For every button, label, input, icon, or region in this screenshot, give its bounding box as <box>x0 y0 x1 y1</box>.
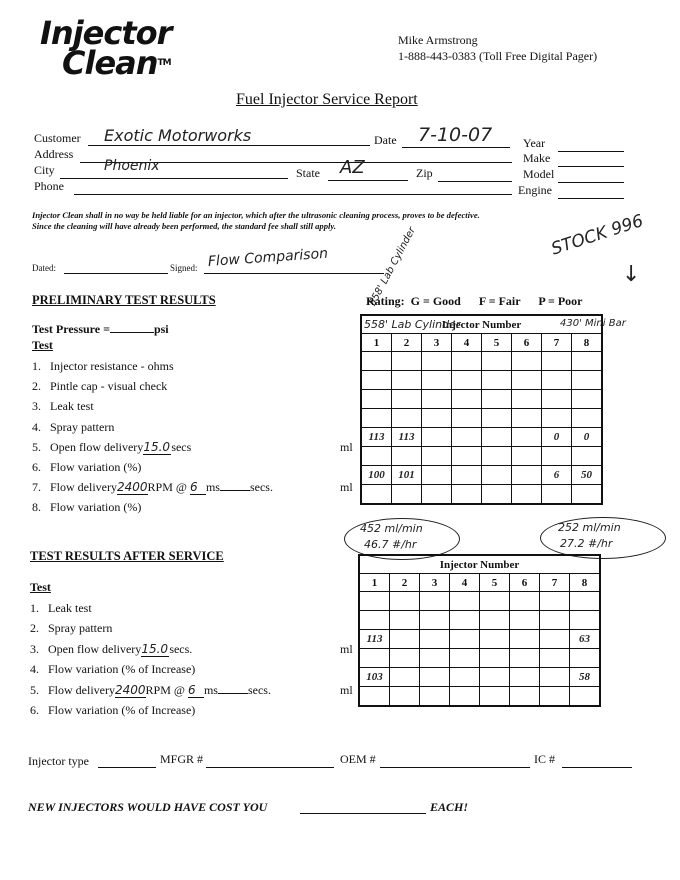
test-item-number: 1. <box>32 359 41 373</box>
table-cell <box>359 687 390 707</box>
test-item-number: 2. <box>32 379 41 394</box>
test-item-text: Injector resistance - ohms <box>50 359 174 373</box>
test-item-text: ms <box>205 480 220 495</box>
table-cell <box>392 371 422 390</box>
table-cell: 50 <box>572 466 603 485</box>
address-label: Address <box>34 147 74 161</box>
table-cell: 0 <box>542 428 572 447</box>
table-cell <box>480 668 510 687</box>
rating-legend: Rating: G = Good F = Fair P = Poor <box>366 294 583 308</box>
table-cell <box>510 668 540 687</box>
table-cell <box>450 649 480 668</box>
state-label: State <box>296 166 320 180</box>
test-item-unit: ml <box>340 641 353 656</box>
table-cell <box>420 687 450 707</box>
table-cell <box>420 592 450 611</box>
contact-block <box>398 32 597 64</box>
table-cell <box>361 485 392 505</box>
preliminary-table <box>360 314 603 505</box>
test-item-number: 6. <box>30 703 39 717</box>
preliminary-heading: PRELIMINARY TEST RESULTS <box>32 293 216 307</box>
table-cell <box>570 611 601 630</box>
brand-line2: Clean <box>62 44 158 82</box>
disclaimer-line1: Injector Clean shall in no way be held liable for an injector, which after the ultrasonic cleaning process, proves to be defective. <box>32 210 480 220</box>
table-cell <box>510 611 540 630</box>
brand-line1: Injector <box>40 14 172 52</box>
table-cell <box>482 428 512 447</box>
table-row <box>359 649 600 668</box>
table-cell: 113 <box>392 428 422 447</box>
table-cell <box>482 390 512 409</box>
table-cell <box>420 611 450 630</box>
table-cell <box>452 390 482 409</box>
table-cell <box>390 668 420 687</box>
after-table-cols <box>359 574 600 592</box>
phone-label: Phone <box>34 179 64 193</box>
table-cell <box>570 649 601 668</box>
table-cell: 63 <box>570 630 601 649</box>
injector-col-header: 1 <box>361 334 392 352</box>
table-cell: 101 <box>392 466 422 485</box>
table-cell: 103 <box>359 668 390 687</box>
table-cell <box>480 630 510 649</box>
test-item-number: 4. <box>30 662 39 677</box>
injector-col-header: 8 <box>572 334 603 352</box>
table-cell <box>422 409 452 428</box>
table-cell: 0 <box>572 428 603 447</box>
state-value: AZ <box>340 157 365 178</box>
table-cell <box>540 687 570 707</box>
table-cell <box>572 485 603 505</box>
table-cell <box>361 371 392 390</box>
dated-label: Dated: <box>32 263 56 273</box>
test-item <box>32 480 353 495</box>
cost-post: EACH! <box>430 800 469 814</box>
injector-col-header: 7 <box>542 334 572 352</box>
table-cell: 100 <box>361 466 392 485</box>
right-header-note: 430' Mini Bar <box>560 318 626 329</box>
engine-label: Engine <box>518 183 552 197</box>
test-item-text: secs. <box>169 641 193 656</box>
table-cell <box>572 371 603 390</box>
test-item-text: Pintle cap - visual check <box>50 379 168 394</box>
test-item-handwritten: 6 <box>188 683 204 698</box>
table-row <box>361 352 602 371</box>
table-cell <box>570 592 601 611</box>
test-item-handwritten: 2400 <box>115 682 146 697</box>
table-cell <box>540 668 570 687</box>
oem-line <box>380 753 530 768</box>
test-item <box>30 641 353 657</box>
test-item-text: Leak test <box>50 399 94 414</box>
test-pressure <box>32 322 169 337</box>
table-cell <box>450 687 480 707</box>
test-item-text: Flow variation (%) <box>50 460 142 474</box>
date-label: Date <box>374 133 397 147</box>
test-item <box>32 379 167 394</box>
table-cell <box>512 390 542 409</box>
test-item-text: RPM @ <box>145 682 185 697</box>
injector-col-header: 3 <box>422 334 452 352</box>
date-value: 7-10-07 <box>418 124 493 146</box>
table-cell <box>392 352 422 371</box>
test-item-number: 3. <box>30 641 39 656</box>
city-line <box>60 164 288 179</box>
injector-col-header: 2 <box>390 574 420 592</box>
test-item-text: Flow delivery <box>50 480 117 495</box>
table-cell: 58 <box>570 668 601 687</box>
table-cell <box>361 447 392 466</box>
table-cell <box>572 409 603 428</box>
table-row <box>359 592 600 611</box>
test-item <box>32 500 141 515</box>
right-note-line2: 27.2 #/hr <box>560 537 613 550</box>
table-row <box>361 371 602 390</box>
report-title: Fuel Injector Service Report <box>236 91 418 108</box>
table-cell <box>390 611 420 630</box>
test-item-text: secs. <box>249 480 273 495</box>
test-item-text: Open flow delivery <box>48 641 142 656</box>
injector-type-line <box>98 753 156 768</box>
injector-col-header: 5 <box>482 334 512 352</box>
table-row <box>361 390 602 409</box>
test-item <box>32 460 141 475</box>
ic-line <box>562 753 632 768</box>
contact-phone: 1-888-443-0383 (Toll Free Digital Pager) <box>398 49 598 63</box>
table-cell <box>390 592 420 611</box>
after-heading: TEST RESULTS AFTER SERVICE <box>30 549 224 563</box>
test-item-text: Spray pattern <box>48 621 113 636</box>
test-item-number: 5. <box>32 439 41 454</box>
test-item-handwritten: 15.0 <box>141 641 169 656</box>
test-item-text: Flow variation (%) <box>50 500 142 515</box>
table-cell <box>542 447 572 466</box>
test-item-text: Flow variation (% of Increase) <box>48 703 196 717</box>
table-cell <box>422 352 452 371</box>
table-cell <box>482 485 512 505</box>
table-row <box>359 611 600 630</box>
test-item-text: Flow variation (% of Increase) <box>48 662 196 677</box>
table-cell <box>390 687 420 707</box>
table-cell <box>361 352 392 371</box>
dated-line <box>64 262 168 274</box>
table-cell <box>452 447 482 466</box>
table-cell <box>422 390 452 409</box>
table-cell <box>512 371 542 390</box>
table-cell <box>512 409 542 428</box>
test-item <box>30 703 195 718</box>
table-cell <box>512 352 542 371</box>
table-cell <box>480 592 510 611</box>
after-test-label: Test <box>30 580 51 594</box>
table-cell <box>512 466 542 485</box>
stock-annotation: STOCK 996 <box>548 210 646 260</box>
table-cell <box>392 447 422 466</box>
table-cell <box>359 649 390 668</box>
table-cell <box>392 485 422 505</box>
test-item-number: 6. <box>32 460 41 474</box>
test-item <box>32 359 174 374</box>
test-item-number: 3. <box>32 399 41 414</box>
city-label: City <box>34 163 55 177</box>
test-item-handwritten: 15.0 <box>143 439 171 454</box>
test-item-blank <box>218 683 248 694</box>
test-item-text: Flow delivery <box>48 682 115 697</box>
test-item-number: 2. <box>30 621 39 636</box>
test-item-unit: ml <box>340 439 353 454</box>
cost-line <box>300 799 426 814</box>
engine-line <box>558 184 624 199</box>
test-item-number: 7. <box>32 480 41 495</box>
test-pressure-label: Test Pressure = <box>32 322 110 336</box>
injector-col-header: 5 <box>480 574 510 592</box>
table-row <box>361 485 602 505</box>
table-cell <box>572 390 603 409</box>
table-cell: 6 <box>542 466 572 485</box>
injector-col-header: 6 <box>510 574 540 592</box>
table-cell <box>420 649 450 668</box>
disclaimer <box>32 210 632 232</box>
preliminary-table-cols <box>361 334 602 352</box>
table-cell <box>450 668 480 687</box>
year-label: Year <box>523 136 546 150</box>
mfgr-label: MFGR # <box>160 752 204 766</box>
injector-col-header: 4 <box>452 334 482 352</box>
table-cell <box>510 649 540 668</box>
cost-pre: NEW INJECTORS WOULD HAVE COST YOU <box>28 800 268 814</box>
make-label: Make <box>523 151 551 165</box>
disclaimer-line2: Since the cleaning will have already been performed, the standard fee shall still apply. <box>32 221 337 231</box>
model-label: Model <box>523 167 555 181</box>
table-cell <box>452 466 482 485</box>
test-item <box>30 682 353 698</box>
table-cell <box>422 447 452 466</box>
left-note-line2: 46.7 #/hr <box>364 538 417 551</box>
table-cell <box>510 630 540 649</box>
test-pressure-unit: psi <box>153 322 169 336</box>
table-cell <box>452 371 482 390</box>
test-item-blank <box>220 480 250 491</box>
signed-label: Signed: <box>170 263 198 273</box>
table-cell <box>482 352 512 371</box>
lab-cell-note: 558' Lab Cylinder <box>364 318 461 331</box>
mfgr-line <box>206 753 334 768</box>
after-table-title: Injector Number <box>359 555 600 574</box>
table-cell <box>422 428 452 447</box>
table-cell <box>390 630 420 649</box>
table-row <box>361 447 602 466</box>
table-row <box>359 668 600 687</box>
injector-col-header: 8 <box>570 574 601 592</box>
table-cell <box>392 390 422 409</box>
table-cell <box>540 649 570 668</box>
injector-col-header: 3 <box>420 574 450 592</box>
model-line <box>558 168 624 183</box>
table-cell <box>422 485 452 505</box>
test-item <box>30 601 92 616</box>
table-cell <box>361 409 392 428</box>
table-cell <box>480 687 510 707</box>
table-cell: 113 <box>361 428 392 447</box>
table-cell <box>452 428 482 447</box>
table-cell <box>422 371 452 390</box>
table-cell <box>392 409 422 428</box>
table-cell <box>452 352 482 371</box>
table-cell <box>510 592 540 611</box>
table-cell <box>540 630 570 649</box>
table-row <box>361 428 602 447</box>
lab-annotation: 558' Lab Cylinder <box>367 225 419 309</box>
preliminary-table-body <box>361 352 602 505</box>
test-item <box>32 399 94 414</box>
table-cell <box>572 447 603 466</box>
table-cell: 113 <box>359 630 390 649</box>
table-cell <box>572 352 603 371</box>
test-item <box>32 439 353 455</box>
injector-col-header: 2 <box>392 334 422 352</box>
table-cell <box>359 592 390 611</box>
customer-value: Exotic Motorworks <box>104 126 252 145</box>
injector-col-header: 4 <box>450 574 480 592</box>
city-value: Phoenix <box>104 158 160 174</box>
test-item-number: 5. <box>30 682 39 697</box>
injector-col-header: 1 <box>359 574 390 592</box>
test-item-number: 4. <box>32 419 41 434</box>
test-item-text: Leak test <box>48 601 92 615</box>
table-cell <box>420 630 450 649</box>
table-cell <box>482 447 512 466</box>
phone-line <box>74 180 512 195</box>
right-note-line1: 252 ml/min <box>558 521 621 534</box>
test-item-text: secs <box>171 439 192 454</box>
test-item <box>32 420 114 435</box>
table-cell <box>542 485 572 505</box>
customer-label: Customer <box>34 131 81 145</box>
brand-logo <box>40 14 172 82</box>
table-cell <box>480 611 510 630</box>
table-cell <box>422 466 452 485</box>
table-cell <box>540 592 570 611</box>
table-cell <box>482 409 512 428</box>
test-item-text: Open flow delivery <box>50 439 144 454</box>
table-cell <box>512 447 542 466</box>
test-item-text: ms <box>203 682 218 697</box>
table-cell <box>480 649 510 668</box>
table-cell <box>510 687 540 707</box>
injector-type-label: Injector type <box>28 754 89 768</box>
table-cell <box>512 428 542 447</box>
table-row <box>359 687 600 707</box>
test-item-unit: ml <box>340 480 353 495</box>
after-table <box>358 554 601 707</box>
contact-name: Mike Armstrong <box>398 33 478 47</box>
year-line <box>558 137 624 152</box>
table-cell <box>450 611 480 630</box>
after-table-body <box>359 592 600 707</box>
table-cell <box>540 611 570 630</box>
table-cell <box>542 371 572 390</box>
table-cell <box>361 390 392 409</box>
table-cell <box>452 409 482 428</box>
table-cell <box>359 611 390 630</box>
table-cell <box>452 485 482 505</box>
make-line <box>558 152 624 167</box>
stock-arrow: ↓ <box>622 262 641 287</box>
injector-col-header: 7 <box>540 574 570 592</box>
table-cell <box>542 352 572 371</box>
test-pressure-blank <box>110 322 154 333</box>
signed-value: Flow Comparison <box>207 245 329 270</box>
test-item-text: secs. <box>247 682 271 697</box>
test-item-text: RPM @ <box>147 480 187 495</box>
test-item-unit: ml <box>340 682 353 697</box>
test-item-number: 1. <box>30 601 39 615</box>
table-cell <box>482 371 512 390</box>
table-row <box>361 466 602 485</box>
table-cell <box>542 390 572 409</box>
test-item <box>30 662 195 677</box>
table-cell <box>420 668 450 687</box>
trademark: TM <box>157 58 171 68</box>
preliminary-test-label: Test <box>32 338 53 352</box>
test-item-text: Spray pattern <box>50 419 115 434</box>
table-cell <box>542 409 572 428</box>
table-cell <box>390 649 420 668</box>
table-cell <box>482 466 512 485</box>
table-cell <box>570 687 601 707</box>
test-item-handwritten: 6 <box>190 480 206 495</box>
injector-col-header: 6 <box>512 334 542 352</box>
table-row <box>359 630 600 649</box>
test-item-number: 8. <box>32 500 41 515</box>
zip-label: Zip <box>416 166 433 180</box>
left-note-line1: 452 ml/min <box>360 522 423 535</box>
table-cell <box>450 630 480 649</box>
preliminary-table-title: Injector Number <box>361 315 602 334</box>
ic-label: IC # <box>534 752 555 766</box>
test-item <box>30 621 112 636</box>
test-item-handwritten: 2400 <box>117 480 148 495</box>
table-cell <box>512 485 542 505</box>
oem-label: OEM # <box>340 752 376 766</box>
table-row <box>361 409 602 428</box>
table-cell <box>450 592 480 611</box>
